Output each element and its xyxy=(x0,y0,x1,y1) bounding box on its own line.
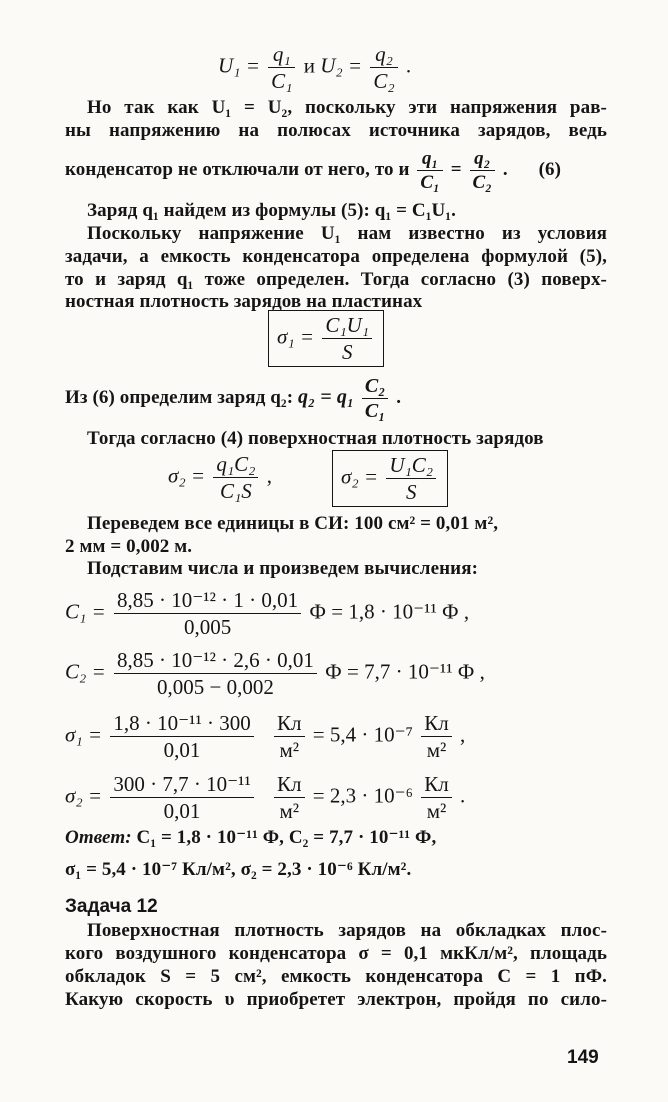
frac-num: C₁U₁ xyxy=(322,313,372,339)
text-line: обкладок S = 5 см², емкость конденсатора C = 1 пФ. xyxy=(65,966,607,987)
frac-num: q₂ xyxy=(370,42,397,68)
answer-line-1 xyxy=(65,827,436,849)
frac-den: м² xyxy=(426,738,447,762)
fraction-u1c2-s xyxy=(386,453,436,504)
frac-num: q₁C₂ xyxy=(213,452,258,478)
calc-lhs: σ₁ = xyxy=(65,722,103,747)
eq6-equals: = xyxy=(450,159,462,180)
answer-line-2: σ₁ = 5,4 · 10⁻⁷ Кл/м², σ₂ = 2,3 · 10⁻⁶ Кл/м². xyxy=(65,859,412,880)
frac-num: Кл xyxy=(421,711,452,737)
fraction-unit xyxy=(421,772,452,823)
sigma2-lhs: σ₂ = xyxy=(168,463,206,488)
frac-num: U₁C₂ xyxy=(386,453,436,479)
fraction-unit xyxy=(421,711,452,762)
sigma2-box-lhs: σ₂ = xyxy=(341,464,379,489)
text-line: Подставим числа и произведем вычисления: xyxy=(87,558,479,579)
calculation-c1 xyxy=(65,588,469,639)
fraction-q2-c2 xyxy=(370,42,397,93)
calc-end: . xyxy=(460,783,466,808)
calc-lhs: C₂ = xyxy=(65,659,106,684)
frac-num: 1,8 · 10⁻¹¹ · 300 xyxy=(110,711,253,737)
fraction-calc-sigma2 xyxy=(110,772,253,823)
text-line: Поскольку напряжение U₁ нам известно из условия xyxy=(87,223,607,244)
equation-6-line xyxy=(65,146,561,194)
frac-num: 300 · 7,7 · 10⁻¹¹ xyxy=(110,772,253,798)
fraction-unit xyxy=(274,711,305,762)
fraction-c2-c1 xyxy=(362,375,389,422)
fraction-calc-c2 xyxy=(114,648,317,699)
equation-q2-line xyxy=(65,372,401,423)
fraction-calc-sigma1 xyxy=(110,711,253,762)
frac-num: C₂ xyxy=(362,375,389,399)
text-line: Переведем все единицы в СИ: 100 см² = 0,01 м², xyxy=(87,513,499,534)
eq-u2-lhs: U₂ = xyxy=(320,53,363,78)
frac-num: 8,85 · 10⁻¹² · 2,6 · 0,01 xyxy=(114,648,317,674)
frac-den: C₁ xyxy=(364,400,386,423)
frac-num: Кл xyxy=(274,772,305,798)
frac-den: S xyxy=(405,480,417,504)
equation-sigma1-boxed xyxy=(268,310,384,367)
sigma1-lhs: σ₁ = xyxy=(277,324,315,349)
calc-mid: = 5,4 · 10⁻⁷ xyxy=(312,722,413,747)
frac-den: 0,01 xyxy=(163,799,201,823)
frac-num: q₂ xyxy=(470,148,496,171)
calculation-sigma2 xyxy=(65,772,465,823)
frac-den: 0,005 xyxy=(183,615,232,639)
frac-den: C₁S xyxy=(219,479,252,503)
answer-label: Ответ: xyxy=(65,827,132,848)
text-line: то и заряд q₁ тоже определен. Тогда согласно (3) поверх- xyxy=(65,269,607,290)
fraction-calc-c1 xyxy=(114,588,301,639)
calc-rhs: Ф = 1,8 · 10⁻¹¹ Ф , xyxy=(309,599,470,624)
eq-end: . xyxy=(405,53,412,78)
equation-label-6: (6) xyxy=(538,159,562,180)
eq6-text: конденсатор не отключали от него, то и xyxy=(65,159,410,180)
frac-den: C₂ xyxy=(373,69,395,93)
answer-text: C₁ = 1,8 · 10⁻¹¹ Ф, C₂ = 7,7 · 10⁻¹¹ Ф, xyxy=(136,827,437,848)
fraction-c1u1-s xyxy=(322,313,372,364)
text-line: Но так как U₁ = U₂, поскольку эти напряжения рав- xyxy=(87,97,607,118)
result-box xyxy=(268,310,384,367)
equation-sigma2 xyxy=(168,452,272,503)
sigma2-comma: , xyxy=(266,463,272,488)
frac-den: C₂ xyxy=(472,172,493,194)
eq-and: и xyxy=(303,53,315,78)
page-number: 149 xyxy=(567,1047,599,1068)
frac-den: S xyxy=(341,340,353,364)
frac-den: 0,01 xyxy=(163,738,201,762)
q2-lhs: q₂ = q₁ xyxy=(298,386,355,408)
frac-num: q₁ xyxy=(417,148,443,171)
frac-den: м² xyxy=(279,738,300,762)
frac-den: 0,005 − 0,002 xyxy=(157,675,274,699)
text-line: Какую скорость υ приобретет электрон, пройдя по сило- xyxy=(65,989,607,1010)
fraction-q1c2-c1s xyxy=(213,452,258,503)
frac-num: Кл xyxy=(421,772,452,798)
eq-u1-lhs: U₁ = xyxy=(218,53,260,78)
result-box xyxy=(332,450,448,507)
calculation-sigma1 xyxy=(65,711,465,762)
calc-lhs: σ₂ = xyxy=(65,783,103,808)
frac-num: 8,85 · 10⁻¹² · 1 · 0,01 xyxy=(114,588,301,614)
frac-den: м² xyxy=(426,799,447,823)
text-line: кого воздушного конденсатора σ = 0,1 мкКл/м², площадь xyxy=(65,943,607,964)
fraction-q1-c1 xyxy=(268,42,295,93)
frac-den: м² xyxy=(279,799,300,823)
equation-sigma2-boxed xyxy=(332,450,448,507)
fraction-q1-c1 xyxy=(417,148,443,193)
text-line: Поверхностная плотность зарядов на обкладках плос- xyxy=(87,920,607,941)
frac-den: C₁ xyxy=(420,172,440,194)
calc-lhs: C₁ = xyxy=(65,599,106,624)
equation-u1-u2 xyxy=(218,42,411,93)
fraction-q2-c2 xyxy=(470,148,496,193)
text-line: задачи, а емкость конденсатора определена формулой (5), xyxy=(65,246,607,267)
text-line: Заряд q₁ найдем из формулы (5): q₁ = C₁U₁. xyxy=(87,200,456,221)
problem-title: Задача 12 xyxy=(65,896,158,917)
text-line: Тогда согласно (4) поверхностная плотность зарядов xyxy=(87,428,544,449)
fraction-unit xyxy=(274,772,305,823)
frac-num: q₁ xyxy=(268,42,295,68)
frac-den: C₁ xyxy=(271,69,293,93)
calc-end: , xyxy=(460,722,466,747)
frac-num: Кл xyxy=(274,711,305,737)
q2-end: . xyxy=(396,387,402,408)
calculation-c2 xyxy=(65,648,485,699)
eq6-end: . xyxy=(502,159,508,180)
text-line: ностная плотность зарядов на пластинах xyxy=(65,291,423,312)
calc-rhs: Ф = 7,7 · 10⁻¹¹ Ф , xyxy=(325,659,485,684)
calc-mid: = 2,3 · 10⁻⁶ xyxy=(312,783,413,808)
text-line: 2 мм = 0,002 м. xyxy=(65,536,193,557)
text-line: ны напряжению на полюсах источника зарядов, ведь xyxy=(65,120,607,141)
q2-text: Из (6) определим заряд q₂: xyxy=(65,387,294,408)
